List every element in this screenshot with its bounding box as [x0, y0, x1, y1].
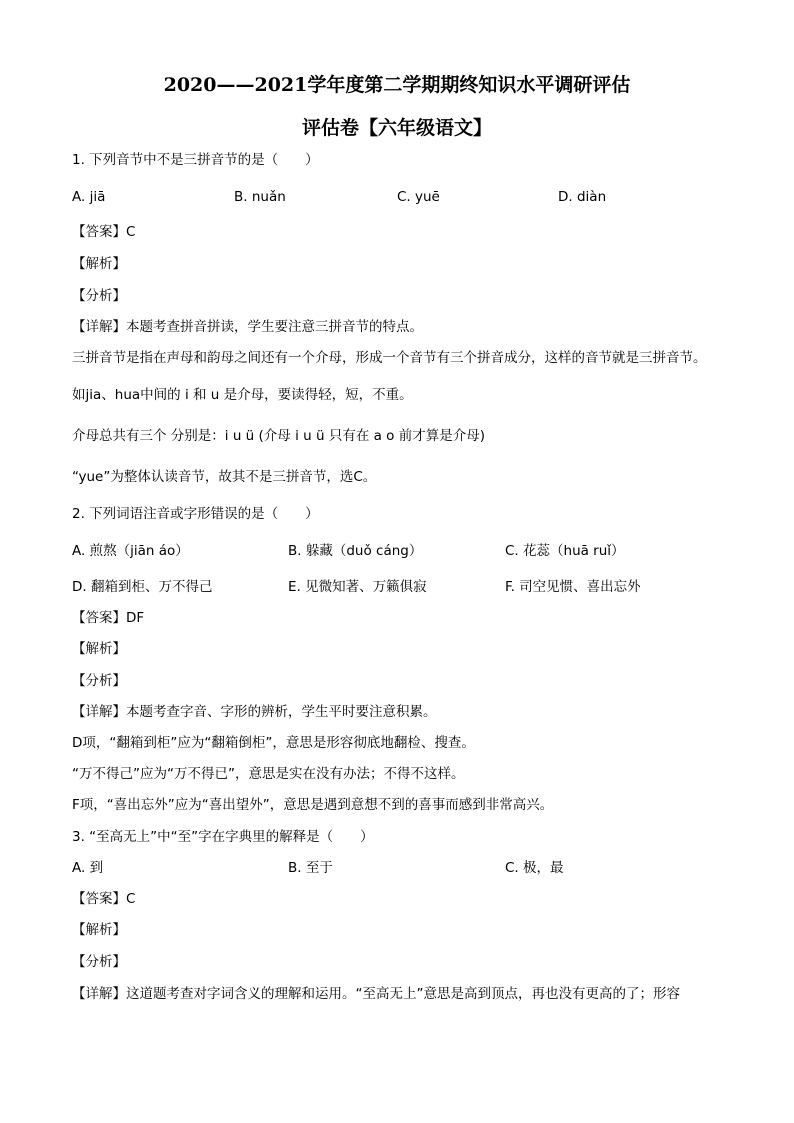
q3-answer: 【答案】C	[72, 891, 136, 907]
q2-paragraph-1: D项，“翻箱到柜”应为“翻箱倒柜”，意思是形容彻底地翻检、搜查。	[72, 735, 475, 751]
q2-option-a: A. 煎熬（jiān áo）	[72, 543, 189, 559]
q1-answer: 【答案】C	[72, 224, 136, 240]
q1-detail: 【详解】本题考查拼音拼读，学生要注意三拼音节的特点。	[72, 319, 423, 335]
q2-option-e: E. 见微知著、万籁俱寂	[288, 579, 427, 595]
q1-option-c: C. yuē	[397, 189, 440, 205]
q2-paragraph-2: “万不得己”应为“万不得已”，意思是实在没有办法；不得不这样。	[72, 766, 465, 782]
q2-detail: 【详解】本题考查字音、字形的辨析，学生平时要注意积累。	[72, 704, 437, 720]
q2-option-c: C. 花蕊（huā ruǐ）	[505, 543, 625, 559]
q1-option-d: D. diàn	[558, 189, 607, 205]
q1-paragraph-1: 三拼音节是指在声母和韵母之间还有一个介母，形成一个音节有三个拼音成分，这样的音节就是三拼音节。	[72, 350, 707, 366]
q1-paragraph-4: “yue”为整体认读音节，故其不是三拼音节，选C。	[72, 469, 377, 485]
q3-stem: 3. “至高无上”中“至”字在字典里的解释是（ ）	[72, 829, 374, 845]
q1-option-b: B. nuǎn	[234, 189, 286, 205]
q2-paragraph-3: F项，“喜出忘外”应为“喜出望外”，意思是遇到意想不到的喜事而感到非常高兴。	[72, 797, 554, 813]
q3-jiexi: 【解析】	[72, 922, 126, 938]
q3-option-c: C. 极，最	[505, 860, 564, 876]
q1-option-a: A. jiā	[72, 189, 106, 205]
q2-fenxi: 【分析】	[72, 673, 126, 689]
q2-answer: 【答案】DF	[72, 610, 145, 626]
q1-paragraph-2: 如jia、hua中间的 i 和 u 是介母，要读得轻，短，不重。	[72, 387, 413, 403]
q2-stem: 2. 下列词语注音或字形错误的是（ ）	[72, 506, 319, 522]
q1-fenxi: 【分析】	[72, 288, 126, 304]
q2-option-d: D. 翻箱到柜、万不得己	[72, 579, 213, 595]
q1-paragraph-3: 介母总共有三个 分别是：i u ü (介母 i u ü 只有在 a o 前才算是介母)	[72, 428, 485, 444]
page-title: 2020——2021学年度第二学期期终知识水平调研评估	[163, 74, 631, 96]
q2-jiexi: 【解析】	[72, 641, 126, 657]
page-subtitle: 评估卷【六年级语文】	[301, 117, 492, 139]
q3-fenxi: 【分析】	[72, 954, 126, 970]
q3-option-a: A. 到	[72, 860, 104, 876]
q3-option-b: B. 至于	[288, 860, 333, 876]
q1-stem: 1. 下列音节中不是三拼音节的是（ ）	[72, 152, 319, 168]
q2-option-b: B. 躲藏（duǒ cáng）	[288, 543, 423, 559]
q1-jiexi: 【解析】	[72, 256, 126, 272]
q2-option-f: F. 司空见惯、喜出忘外	[505, 579, 641, 595]
q3-detail: 【详解】这道题考查对字词含义的理解和运用。“至高无上”意思是高到顶点，再也没有更高的了；形容	[72, 986, 680, 1002]
